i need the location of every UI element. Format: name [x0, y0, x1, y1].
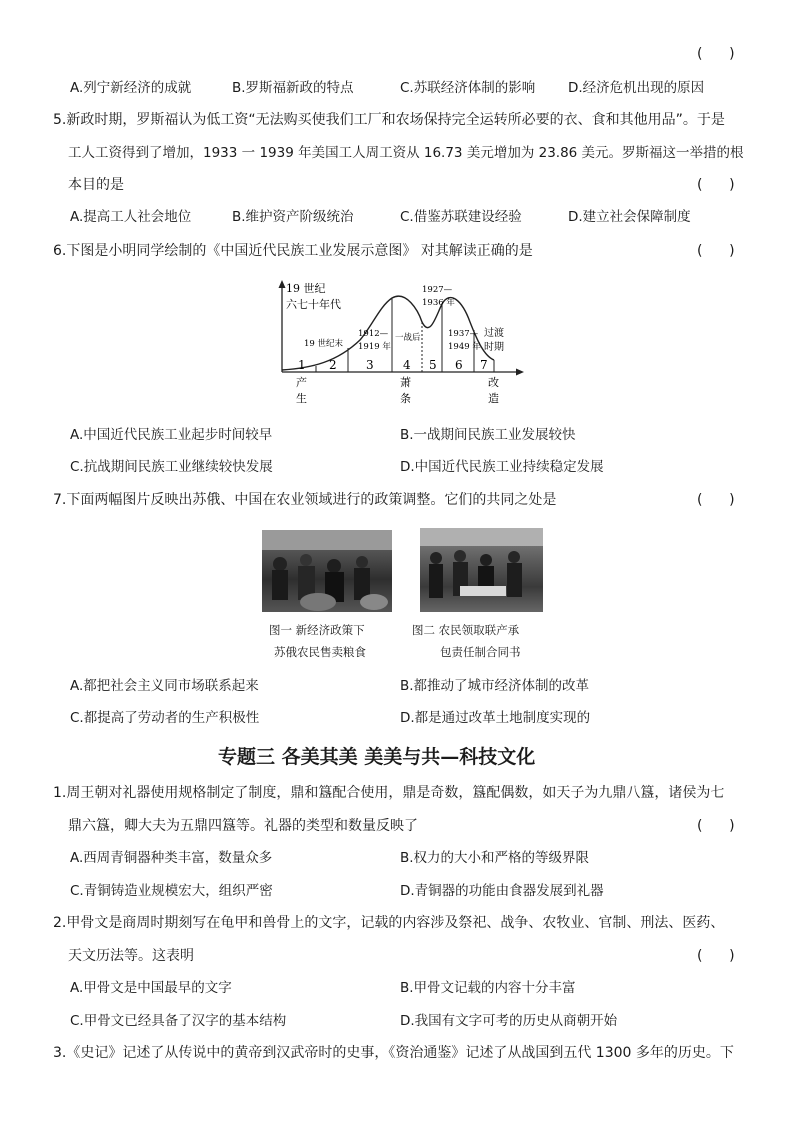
- stage-number: 4: [403, 358, 411, 372]
- s1-stem-line1: 1.周王朝对礼器使用规格制定了制度，鼎和簋配合使用，鼎是奇数，簋配偶数，如天子为九鼎八簋，诸侯为七: [53, 785, 725, 801]
- q7-option-b[interactable]: B.都推动了城市经济体制的改革: [400, 678, 590, 694]
- s2-stem-line1: 2.甲骨文是商周时期刻写在龟甲和兽骨上的文字，记载的内容涉及祭祀、战争、农牧业、官制、刑法、医药、: [53, 915, 725, 931]
- q4-option-d[interactable]: D.经济危机出现的原因: [568, 80, 705, 96]
- q4-option-c[interactable]: C.苏联经济体制的影响: [400, 80, 536, 96]
- photo-nep-grain-market: [262, 530, 392, 612]
- answer-paren: ( ): [697, 818, 735, 834]
- stage-number: 3: [366, 358, 374, 372]
- label-late19: 19 世纪末: [304, 339, 344, 349]
- q4-option-b[interactable]: B.罗斯福新政的特点: [232, 80, 354, 96]
- s1-option-d[interactable]: D.青铜器的功能由食器发展到礼器: [400, 883, 604, 899]
- q5-stem-line1: 5.新政时期，罗斯福认为低工资“无法购买使我们工厂和农场保持完全运转所必要的衣、食和其他用品”。于是: [53, 112, 725, 128]
- photo-contract-responsibility: [420, 528, 543, 612]
- stage-number: 6: [455, 358, 463, 372]
- s1-option-a[interactable]: A.西周青铜器种类丰富，数量众多: [70, 850, 273, 866]
- bottom-label-decline: 条: [400, 392, 411, 405]
- bottom-label-origin: 产: [296, 376, 307, 389]
- section-title: 专题三 各美其美 美美与共—科技文化: [218, 746, 536, 768]
- industry-development-diagram: [272, 278, 532, 408]
- q5-option-b[interactable]: B.维护资产阶级统治: [232, 209, 354, 225]
- photo1-caption-line2: 苏俄农民售卖粮食: [274, 645, 366, 659]
- label-1927-a: 1927—: [422, 285, 453, 295]
- q6-option-b[interactable]: B.一战期间民族工业发展较快: [400, 427, 576, 443]
- label-19c-b: 六七十年代: [286, 298, 341, 311]
- label-1937-a: 1937—: [448, 329, 479, 339]
- s2-option-d[interactable]: D.我国有文字可考的历史从商朝开始: [400, 1013, 618, 1029]
- q7-option-a[interactable]: A.都把社会主义同市场联系起来: [70, 678, 259, 694]
- q5-stem-line2: 工人工资得到了增加，1933 一 1939 年美国工人周工资从 16.73 美元增加为 23.86 美元。罗斯福这一举措的根: [68, 145, 744, 161]
- answer-paren: ( ): [697, 243, 735, 259]
- q5-option-c[interactable]: C.借鉴苏联建设经验: [400, 209, 522, 225]
- answer-paren: ( ): [697, 46, 735, 62]
- label-1912-b: 1919 年: [358, 342, 391, 352]
- q7-stem: 7.下面两幅图片反映出苏俄、中国在农业领域进行的政策调整。它们的共同之处是: [53, 492, 557, 508]
- s2-option-c[interactable]: C.甲骨文已经具备了汉字的基本结构: [70, 1013, 287, 1029]
- q7-option-d[interactable]: D.都是通过改革土地制度实现的: [400, 710, 591, 726]
- stage-number: 7: [480, 358, 488, 372]
- stage-number: 1: [298, 358, 306, 372]
- s2-option-a[interactable]: A.甲骨文是中国最早的文字: [70, 980, 232, 996]
- bottom-label-origin: 生: [296, 392, 307, 405]
- stage-number: 5: [429, 358, 437, 372]
- label-1927-b: 1936 年: [422, 298, 455, 308]
- label-1912-a: 1912—: [358, 329, 389, 339]
- stage-number: 2: [329, 358, 337, 372]
- q6-option-d[interactable]: D.中国近代民族工业持续稳定发展: [400, 459, 604, 475]
- bottom-label-decline: 萧: [400, 376, 411, 389]
- q6-option-c[interactable]: C.抗战期间民族工业继续较快发展: [70, 459, 273, 475]
- label-19c-a: 19 世纪: [286, 282, 326, 295]
- s2-stem-line2: 天文历法等。这表明: [68, 948, 194, 964]
- label-1937-b: 1949 年: [448, 342, 481, 352]
- s2-option-b[interactable]: B.甲骨文记载的内容十分丰富: [400, 980, 576, 996]
- s3-stem-line1: 3.《史记》记述了从传说中的黄帝到汉武帝时的史事，《资治通鉴》记述了从战国到五代 1300 多年的历史。下: [53, 1045, 734, 1061]
- label-postwar: 一战后: [395, 333, 421, 343]
- s1-option-c[interactable]: C.青铜铸造业规模宏大，组织严密: [70, 883, 273, 899]
- q5-option-a[interactable]: A.提高工人社会地位: [70, 209, 192, 225]
- label-transition-a: 过渡: [484, 328, 504, 339]
- answer-paren: ( ): [697, 177, 735, 193]
- answer-paren: ( ): [697, 948, 735, 964]
- q5-stem-line3: 本目的是: [68, 177, 124, 193]
- q6-stem: 6.下图是小明同学绘制的《中国近代民族工业发展示意图》 对其解读正确的是: [53, 243, 533, 259]
- label-transition-b: 时期: [484, 342, 504, 353]
- q4-option-a[interactable]: A.列宁新经济的成就: [70, 80, 192, 96]
- photo1-caption-line1: 图一 新经济政策下: [269, 623, 365, 637]
- q6-option-a[interactable]: A.中国近代民族工业起步时间较早: [70, 427, 273, 443]
- bottom-label-transform: 改: [488, 376, 499, 389]
- bottom-label-transform: 造: [488, 392, 499, 405]
- photo2-caption-line1: 图二 农民领取联产承: [412, 623, 520, 637]
- answer-paren: ( ): [697, 492, 735, 508]
- s1-option-b[interactable]: B.权力的大小和严格的等级界限: [400, 850, 590, 866]
- q7-option-c[interactable]: C.都提高了劳动者的生产积极性: [70, 710, 260, 726]
- q5-option-d[interactable]: D.建立社会保障制度: [568, 209, 691, 225]
- photo2-caption-line2: 包责任制合同书: [440, 645, 521, 659]
- s1-stem-line2: 鼎六簋，卿大夫为五鼎四簋等。礼器的类型和数量反映了: [68, 818, 418, 834]
